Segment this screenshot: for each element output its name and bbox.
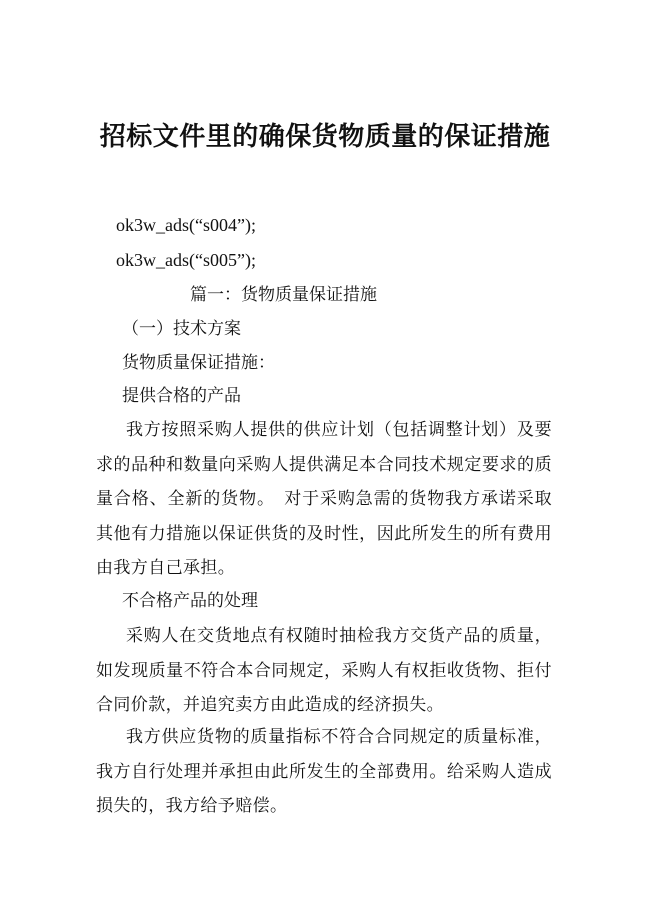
- section-heading: 篇一：货物质量保证措施: [190, 285, 377, 305]
- document-title: 招标文件里的确保货物质量的保证措施: [99, 122, 551, 152]
- body-paragraph: 我方供应货物的质量指标不符合合同规定的质量标准，我方自行处理并承担由此所发生的全部费用。给采购人造成损失的，我方给予赔偿。: [96, 727, 552, 816]
- item-heading: 提供合格的产品: [122, 386, 241, 406]
- item-heading: 货物质量保证措施：: [122, 353, 275, 373]
- body-paragraph: 我方按照采购人提供的供应计划（包括调整计划）及要求的品种和数量向采购人提供满足本合同技术规定要求的质量合格、全新的货物。 对于采购急需的货物我方承诺采取其他有力措施以保证供货的及时性，因此所发生的所有费用由我方自己承担。: [96, 420, 552, 578]
- item-heading: 不合格产品的处理: [122, 591, 258, 611]
- body-paragraph: 采购人在交货地点有权随时抽检我方交货产品的质量，如发现质量不符合本合同规定，采购人有权拒收货物、拒付合同价款，并追究卖方由此造成的经济损失。: [96, 626, 552, 715]
- sub-heading: （一）技术方案: [122, 319, 241, 339]
- ads-script-line: ok3w_ads(“s005”);: [116, 250, 256, 270]
- ads-script-line: ok3w_ads(“s004”);: [116, 215, 256, 235]
